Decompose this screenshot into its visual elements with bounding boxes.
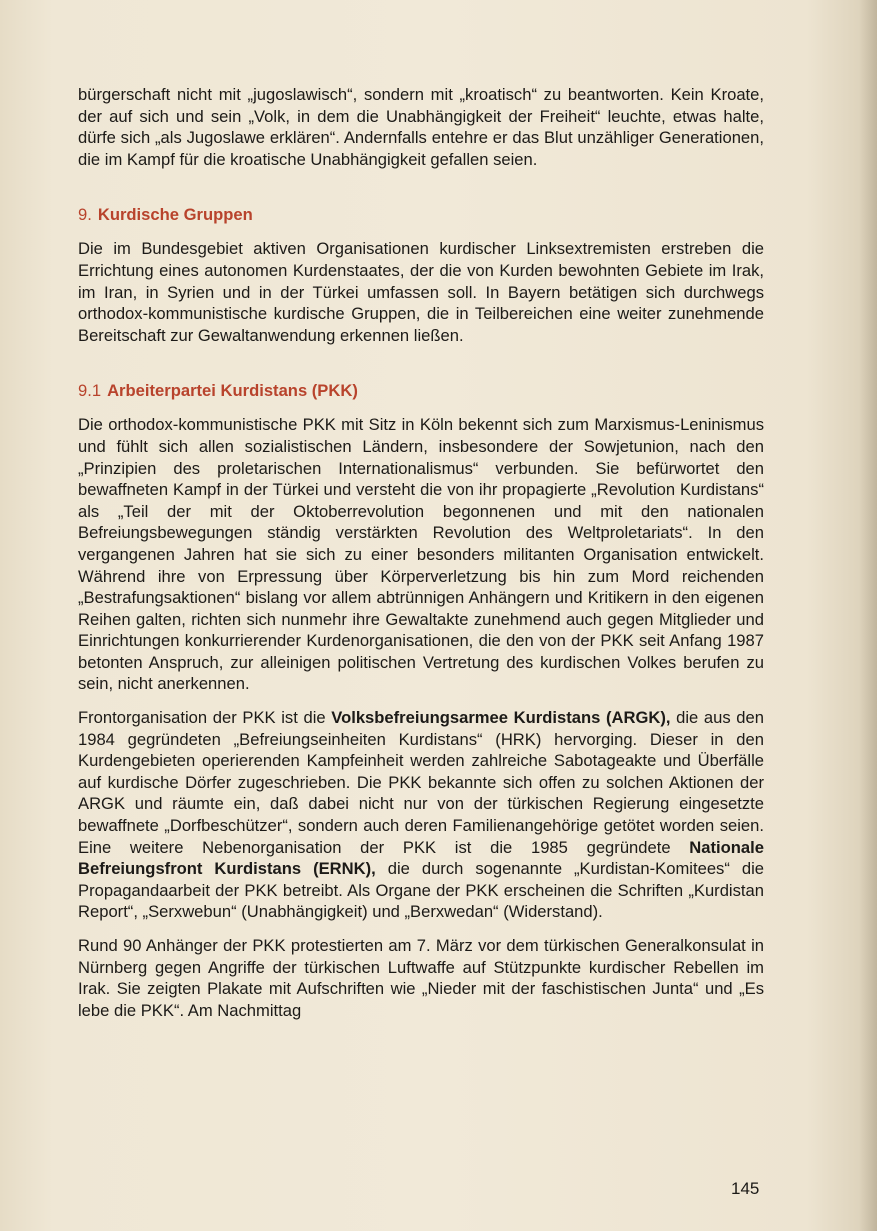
section-title: Kurdische Gruppen bbox=[97, 205, 253, 225]
bold-term-argk: Volksbefreiungsarmee Kurdistans (ARGK), bbox=[331, 708, 671, 728]
text-run: die aus den 1984 gegründeten „Befreiungseinheiten Kurdistans“ (HRK) hervorging. Dieser in den Kurdengebieten operierenden Kampfeinheit werden zahlreiche Sabotageakte und Überfälle auf kurdische Dörfer zugeschrieben. Die PKK bekannte sich offen zu solchen Aktionen der ARGK und räumte ein, daß dabei nicht nur von der türkischen Regierung eingesetzte bewaffnete „Dorfbeschützer“, sondern auch deren Familienangehörige getötet worden seien. Eine weitere Nebenorganisation der PKK ist die 1985 gegründete bbox=[78, 708, 764, 857]
page-number: 145 bbox=[731, 1179, 760, 1198]
section-heading-9-1 bbox=[78, 380, 764, 402]
page-content bbox=[78, 84, 764, 1033]
subsection-title: Arbeiterpartei Kurdistans (PKK) bbox=[107, 381, 358, 401]
page-edge-shadow bbox=[859, 0, 877, 1231]
text-run: Frontorganisation der PKK ist die bbox=[78, 708, 332, 728]
section-heading-9 bbox=[78, 204, 764, 226]
subsection-number: 9.1 bbox=[78, 381, 102, 401]
text-run: die durch sogenannte „Kurdistan-Komitees“ die Propagandaarbeit der PKK betreibt. Als Organe der PKK erscheinen die Schriften „Kurdistan Report“, „Serxwebun“ (Unabhängigkeit) und „Berxwedan“ (Widerstand). bbox=[78, 859, 764, 922]
paragraph-intro: bürgerschaft nicht mit „jugoslawisch“, sondern mit „kroatisch“ zu beantworten. Kein Kroate, der auf sich und sein „Volk, in dem die Unabhängigkeit der Freiheit“ leuchte, etwas halte, dürfe sich „als Jugoslawe erklären“. Andernfalls entehre er das Blut unzähliger Generationen, die im Kampf für die kroatische Unabhängigkeit gefallen seien. bbox=[78, 85, 764, 169]
paragraph-kurdish-groups: Die im Bundesgebiet aktiven Organisationen kurdischer Linksextremisten erstreben die Errichtung eines autonomen Kurdenstaates, der die von Kurden bewohnten Gebiete im Irak, im Iran, in Syrien und in der Türkei umfassen soll. In Bayern betätigen sich durchwegs orthodox-kommunistische kurdische Gruppen, die in Teilbereichen eine weiter zunehmende Bereitschaft zur Gewaltanwendung erkennen ließen. bbox=[78, 239, 764, 345]
section-number: 9. bbox=[78, 205, 92, 225]
bold-term-ernk: Nationale Befreiungsfront Kurdistans (ERNK), bbox=[78, 837, 764, 879]
paragraph-pkk: Die orthodox-kommunistische PKK mit Sitz in Köln bekennt sich zum Marxismus-Leninismus und fühlt sich allen sozialistischen Ländern, insbesondere der Sowjetunion, nach den „Prinzipien des proletarischen Internationalismus“ verbunden. Sie befürwortet den bewaffneten Kampf in der Türkei und versteht die von ihr propagierte „Revolution Kurdistans“ als „Teil der mit der Oktoberrevolution begonnenen und mit den nationalen Befreiungsbewegungen ständig verstärkten Revolution des Weltproletariats“. In den vergangenen Jahren hat sie sich zu einer besonders militanten Organisation entwickelt. Während ihre von Erpressung über Körperverletzung bis hin zum Mord reichenden „Bestrafungsaktionen“ bislang vor allem abtrünnigen Anhängern und Kritikern in den eigenen Reihen galten, richten sich nunmehr ihre Gewaltakte zunehmend auch gegen Mitglieder und Einrichtungen konkurrierender Kurdenorganisationen, die den von der PKK seit Anfang 1987 betonten Anspruch, zur alleinigen politischen Vertretung des kurdischen Volkes berufen zu sein, nicht anerkennen. bbox=[78, 415, 764, 694]
paragraph-protest: Rund 90 Anhänger der PKK protestierten am 7. März vor dem türkischen Generalkonsulat in Nürnberg gegen Angriffe der türkischen Luftwaffe auf Stützpunkte kurdischer Rebellen im Irak. Sie zeigten Plakate mit Aufschriften wie „Nieder mit der faschistischen Junta“ und „Es lebe die PKK“. Am Nachmittag bbox=[78, 936, 764, 1020]
paragraph-front-organisation bbox=[78, 707, 764, 923]
